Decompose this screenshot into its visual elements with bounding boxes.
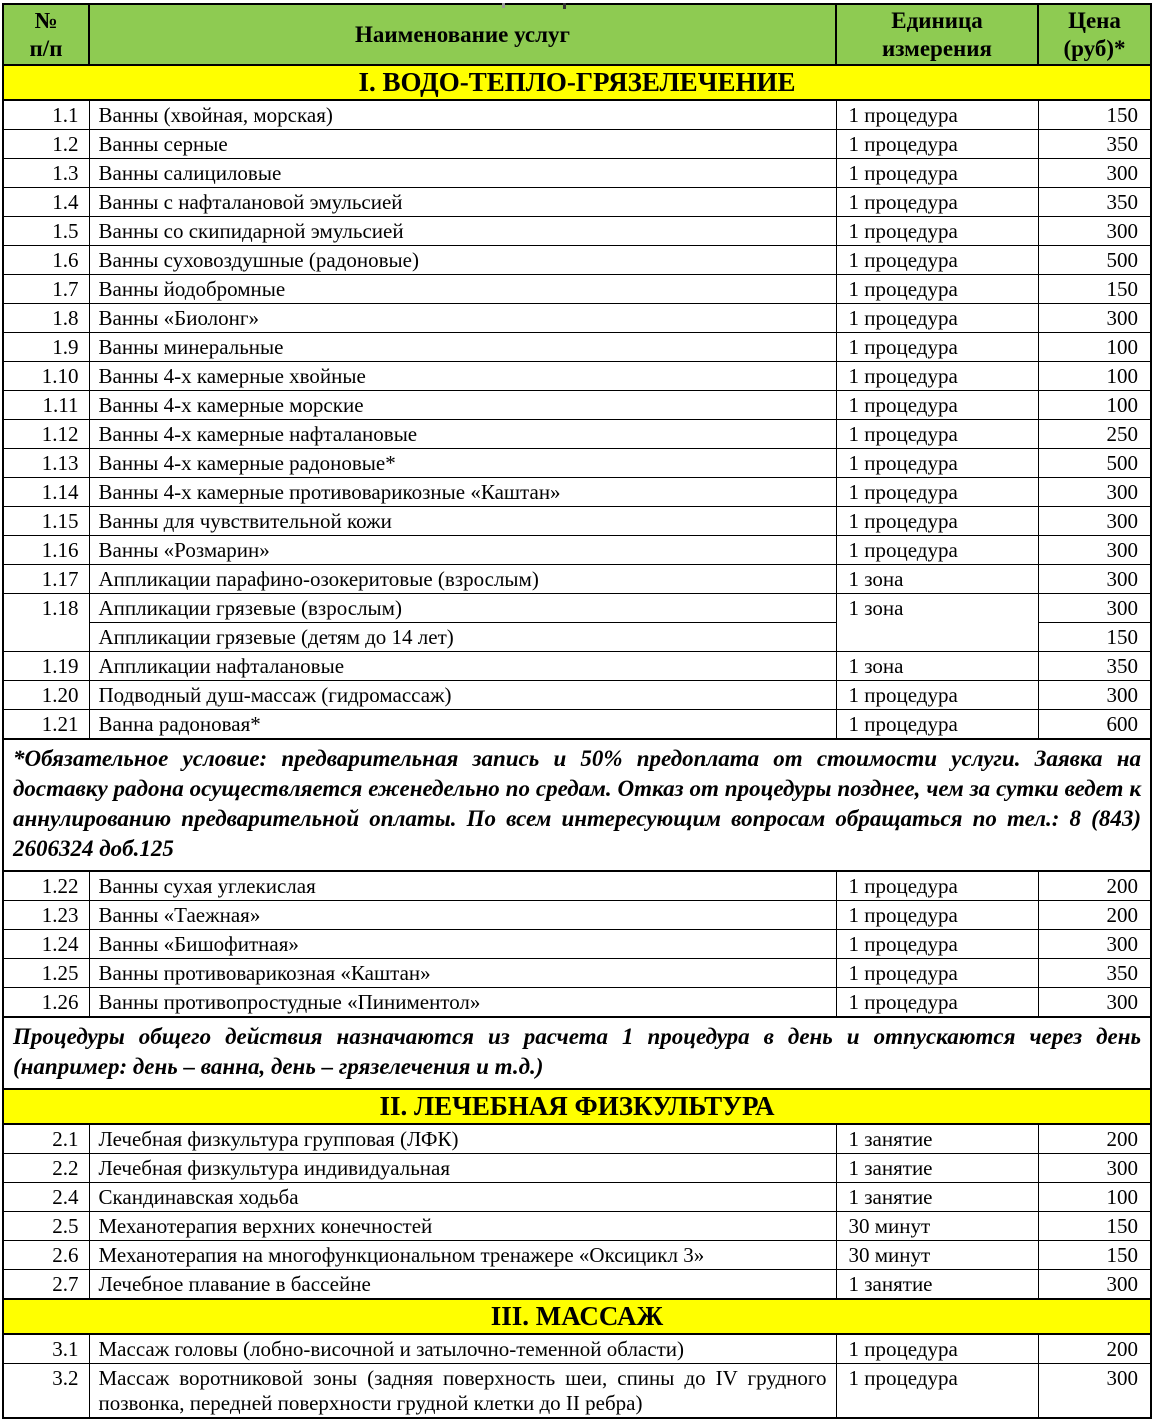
service-row <box>3 188 1151 217</box>
service-number: 1.1 <box>3 100 89 130</box>
service-unit: 1 процедура <box>836 217 1038 246</box>
service-row-merged <box>3 594 1151 623</box>
service-row <box>3 1334 1151 1364</box>
service-name: Ванны «Бишофитная» <box>89 930 836 959</box>
service-number: 1.10 <box>3 362 89 391</box>
service-unit: 1 процедура <box>836 159 1038 188</box>
service-number: 2.7 <box>3 1270 89 1300</box>
service-unit: 1 процедура <box>836 275 1038 304</box>
service-row <box>3 652 1151 681</box>
service-unit: 1 процедура <box>836 362 1038 391</box>
service-unit: 30 минут <box>836 1212 1038 1241</box>
service-name: Ванны йодобромные <box>89 275 836 304</box>
service-price: 150 <box>1038 1212 1151 1241</box>
service-number: 1.7 <box>3 275 89 304</box>
service-name: Ванны 4-х камерные хвойные <box>89 362 836 391</box>
service-name: Ванны противопростудные «Пиниментол» <box>89 988 836 1018</box>
service-unit: 1 занятие <box>836 1270 1038 1300</box>
service-row <box>3 449 1151 478</box>
service-name: Ванны 4-х камерные нафталановые <box>89 420 836 449</box>
service-name: Ванны сухая углекислая <box>89 871 836 901</box>
service-price: 150 <box>1038 100 1151 130</box>
table-header-row <box>3 4 1151 65</box>
service-row <box>3 1183 1151 1212</box>
service-unit: 1 процедура <box>836 930 1038 959</box>
service-row <box>3 1241 1151 1270</box>
service-unit: 1 процедура <box>836 246 1038 275</box>
service-unit: 1 зона <box>836 652 1038 681</box>
column-header-number <box>3 4 89 65</box>
service-row <box>3 1124 1151 1154</box>
service-unit: 1 процедура <box>836 449 1038 478</box>
service-price: 150 <box>1038 275 1151 304</box>
service-number: 1.2 <box>3 130 89 159</box>
service-price: 300 <box>1038 507 1151 536</box>
service-name: Ванны минеральные <box>89 333 836 362</box>
service-name: Ванны (хвойная, морская) <box>89 100 836 130</box>
service-unit: 1 зона <box>836 594 1038 652</box>
service-price: 300 <box>1038 304 1151 333</box>
service-price: 300 <box>1038 594 1151 623</box>
price-table-body <box>3 65 1151 1418</box>
service-unit: 1 процедура <box>836 478 1038 507</box>
service-unit: 1 процедура <box>836 391 1038 420</box>
service-number: 1.24 <box>3 930 89 959</box>
service-number: 1.9 <box>3 333 89 362</box>
service-unit: 1 процедура <box>836 988 1038 1018</box>
service-row <box>3 1212 1151 1241</box>
service-number: 3.1 <box>3 1334 89 1364</box>
service-price: 200 <box>1038 901 1151 930</box>
note-row <box>3 1017 1151 1089</box>
service-price: 300 <box>1038 681 1151 710</box>
service-name: Лечебная физкультура индивидуальная <box>89 1154 836 1183</box>
service-price: 300 <box>1038 478 1151 507</box>
section-header-row <box>3 1089 1151 1124</box>
service-name: Механотерапия на многофункциональном тренажере «Оксицикл 3» <box>89 1241 836 1270</box>
service-name: Массаж воротниковой зоны (задняя поверхность шеи, спины до IV грудного позвонка, передней поверхности грудной клетки до II ребра) <box>89 1364 836 1419</box>
service-price: 100 <box>1038 333 1151 362</box>
service-price: 600 <box>1038 710 1151 740</box>
scan-artifact <box>563 3 566 9</box>
service-unit: 1 процедура <box>836 188 1038 217</box>
service-name: Ванны противоварикозная «Каштан» <box>89 959 836 988</box>
column-header-service-name: Наименование услуг <box>89 4 836 65</box>
service-name: Ванны 4-х камерные противоварикозные «Каштан» <box>89 478 836 507</box>
service-number: 1.21 <box>3 710 89 740</box>
service-name: Ванны «Биолонг» <box>89 304 836 333</box>
service-unit: 1 процедура <box>836 333 1038 362</box>
service-name: Массаж головы (лобно-височной и затылочно-теменной области) <box>89 1334 836 1364</box>
service-row <box>3 565 1151 594</box>
section-header-row <box>3 65 1151 100</box>
service-price: 250 <box>1038 420 1151 449</box>
service-number: 1.4 <box>3 188 89 217</box>
service-price: 200 <box>1038 1124 1151 1154</box>
service-row <box>3 988 1151 1018</box>
service-number: 1.22 <box>3 871 89 901</box>
service-number: 2.5 <box>3 1212 89 1241</box>
service-unit: 1 процедура <box>836 130 1038 159</box>
service-row <box>3 100 1151 130</box>
service-unit: 30 минут <box>836 1241 1038 1270</box>
service-number: 1.6 <box>3 246 89 275</box>
service-price: 200 <box>1038 1334 1151 1364</box>
service-unit: 1 процедура <box>836 536 1038 565</box>
service-row <box>3 420 1151 449</box>
service-row <box>3 1154 1151 1183</box>
service-unit: 1 зона <box>836 565 1038 594</box>
service-price: 100 <box>1038 1183 1151 1212</box>
service-row <box>3 130 1151 159</box>
service-price: 350 <box>1038 652 1151 681</box>
service-price: 300 <box>1038 217 1151 246</box>
service-number: 1.8 <box>3 304 89 333</box>
service-number: 1.11 <box>3 391 89 420</box>
service-price: 350 <box>1038 188 1151 217</box>
service-price: 300 <box>1038 536 1151 565</box>
service-number: 1.19 <box>3 652 89 681</box>
service-number: 1.15 <box>3 507 89 536</box>
service-price: 300 <box>1038 988 1151 1018</box>
service-number: 2.2 <box>3 1154 89 1183</box>
service-number: 1.13 <box>3 449 89 478</box>
service-price: 300 <box>1038 1270 1151 1300</box>
section-title: I. ВОДО-ТЕПЛО-ГРЯЗЕЛЕЧЕНИЕ <box>3 65 1151 100</box>
service-number: 1.16 <box>3 536 89 565</box>
service-number: 1.5 <box>3 217 89 246</box>
service-price: 100 <box>1038 362 1151 391</box>
service-price: 350 <box>1038 959 1151 988</box>
service-row <box>3 159 1151 188</box>
service-price: 150 <box>1038 623 1151 652</box>
service-name: Аппликации нафталановые <box>89 652 836 681</box>
column-header-number-line1: № <box>34 8 58 33</box>
service-number: 1.3 <box>3 159 89 188</box>
service-price: 300 <box>1038 930 1151 959</box>
service-number: 1.23 <box>3 901 89 930</box>
service-price: 300 <box>1038 1364 1151 1419</box>
service-row <box>3 681 1151 710</box>
section-header-row <box>3 1299 1151 1334</box>
service-row <box>3 333 1151 362</box>
service-price: 350 <box>1038 130 1151 159</box>
service-name: Ванны салициловые <box>89 159 836 188</box>
column-header-unit: Единица измерения <box>836 4 1038 65</box>
service-number: 1.25 <box>3 959 89 988</box>
column-header-number-line2: п/п <box>29 35 63 61</box>
service-price: 500 <box>1038 246 1151 275</box>
service-row <box>3 1270 1151 1300</box>
service-row <box>3 478 1151 507</box>
service-row <box>3 1364 1151 1419</box>
service-row <box>3 507 1151 536</box>
service-name: Ванны суховоздушные (радоновые) <box>89 246 836 275</box>
service-number: 1.18 <box>3 594 89 652</box>
service-number: 3.2 <box>3 1364 89 1419</box>
service-unit: 1 занятие <box>836 1124 1038 1154</box>
service-name: Лечебное плавание в бассейне <box>89 1270 836 1300</box>
note-text: *Обязательное условие: предварительная запись и 50% предоплата от стоимости услуги. Заявка на доставку радона осуществляется еженедельно по средам. Отказ от процедуры позднее, чем за сутки ведет к аннулированию предварительной оплаты. По всем интересующим вопросам обращаться по тел.: 8 (843) 2606324 доб.125 <box>3 739 1151 871</box>
note-text: Процедуры общего действия назначаются из расчета 1 процедура в день и отпускаются через день (например: день – ванна, день – грязелечения и т.д.) <box>3 1017 1151 1089</box>
service-row <box>3 871 1151 901</box>
service-number: 2.6 <box>3 1241 89 1270</box>
service-row <box>3 275 1151 304</box>
service-name: Аппликации парафино-озокеритовые (взрослым) <box>89 565 836 594</box>
service-name: Скандинавская ходьба <box>89 1183 836 1212</box>
service-name: Ванны серные <box>89 130 836 159</box>
section-title: III. МАССАЖ <box>3 1299 1151 1334</box>
service-price: 300 <box>1038 1154 1151 1183</box>
section-title: II. ЛЕЧЕБНАЯ ФИЗКУЛЬТУРА <box>3 1089 1151 1124</box>
service-name: Ванны с нафталановой эмульсией <box>89 188 836 217</box>
note-row <box>3 739 1151 871</box>
service-price: 300 <box>1038 159 1151 188</box>
column-header-price: Цена (руб)* <box>1038 4 1151 65</box>
service-number: 1.20 <box>3 681 89 710</box>
service-name: Ванны «Розмарин» <box>89 536 836 565</box>
scan-artifact <box>502 3 505 8</box>
service-unit: 1 процедура <box>836 871 1038 901</box>
service-name: Ванна радоновая* <box>89 710 836 740</box>
service-name: Подводный душ-массаж (гидромассаж) <box>89 681 836 710</box>
service-name: Ванны 4-х камерные морские <box>89 391 836 420</box>
service-unit: 1 процедура <box>836 100 1038 130</box>
service-price: 100 <box>1038 391 1151 420</box>
service-unit: 1 занятие <box>836 1154 1038 1183</box>
service-number: 1.17 <box>3 565 89 594</box>
price-table <box>2 3 1152 1419</box>
service-unit: 1 процедура <box>836 1364 1038 1419</box>
service-number: 1.12 <box>3 420 89 449</box>
service-number: 2.1 <box>3 1124 89 1154</box>
service-name: Механотерапия верхних конечностей <box>89 1212 836 1241</box>
service-unit: 1 процедура <box>836 901 1038 930</box>
service-number: 1.26 <box>3 988 89 1018</box>
service-unit: 1 процедура <box>836 710 1038 740</box>
service-row <box>3 930 1151 959</box>
service-name: Ванны для чувствительной кожи <box>89 507 836 536</box>
service-number: 1.14 <box>3 478 89 507</box>
service-row <box>3 246 1151 275</box>
service-unit: 1 процедура <box>836 507 1038 536</box>
service-row <box>3 901 1151 930</box>
service-price: 150 <box>1038 1241 1151 1270</box>
service-name: Аппликации грязевые (взрослым) <box>89 594 836 623</box>
service-price: 500 <box>1038 449 1151 478</box>
service-price: 300 <box>1038 565 1151 594</box>
service-row <box>3 536 1151 565</box>
service-row <box>3 304 1151 333</box>
service-unit: 1 процедура <box>836 681 1038 710</box>
service-row <box>3 217 1151 246</box>
service-name: Лечебная физкультура групповая (ЛФК) <box>89 1124 836 1154</box>
service-unit: 1 процедура <box>836 1334 1038 1364</box>
service-name: Ванны «Таежная» <box>89 901 836 930</box>
service-unit: 1 процедура <box>836 420 1038 449</box>
service-number: 2.4 <box>3 1183 89 1212</box>
service-row <box>3 362 1151 391</box>
service-unit: 1 процедура <box>836 959 1038 988</box>
service-name: Ванны 4-х камерные радоновые* <box>89 449 836 478</box>
price-list-document <box>0 3 1152 1419</box>
service-unit: 1 процедура <box>836 304 1038 333</box>
service-row <box>3 959 1151 988</box>
service-row <box>3 710 1151 740</box>
service-unit: 1 занятие <box>836 1183 1038 1212</box>
service-price: 200 <box>1038 871 1151 901</box>
service-name: Ванны со скипидарной эмульсией <box>89 217 836 246</box>
service-name: Аппликации грязевые (детям до 14 лет) <box>89 623 836 652</box>
service-row <box>3 391 1151 420</box>
